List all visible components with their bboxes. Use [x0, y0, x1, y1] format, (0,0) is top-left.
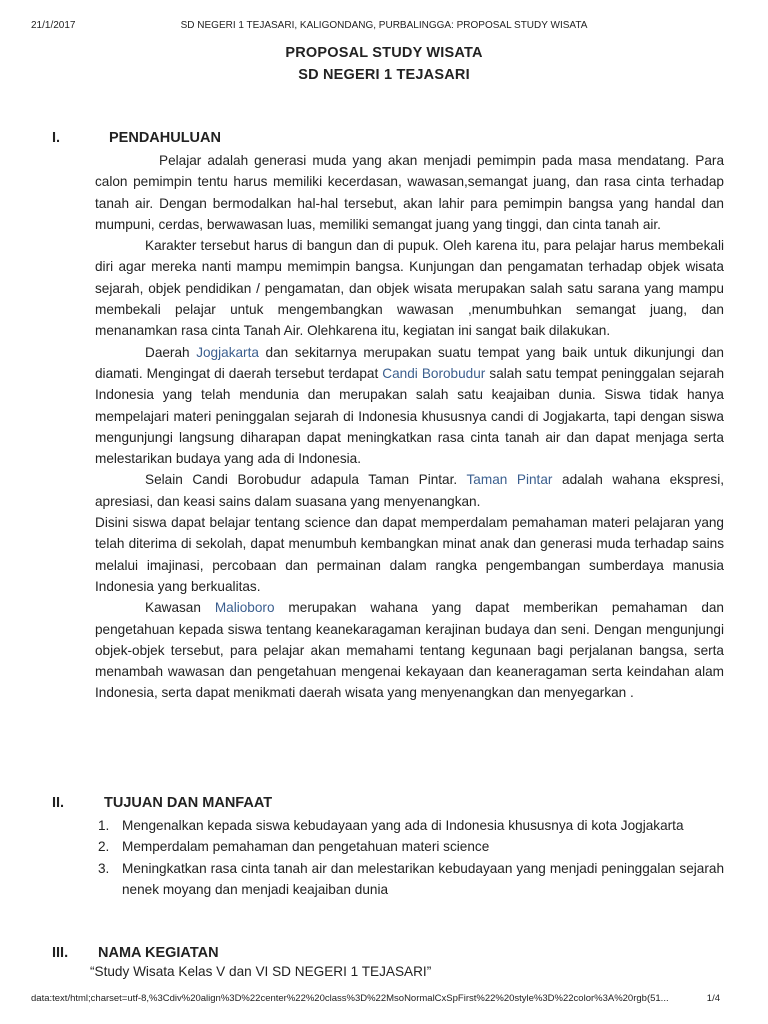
section-number: II. — [52, 795, 65, 811]
text: Selain Candi Borobudur adapula Taman Pintar. — [145, 472, 467, 488]
link-malioboro[interactable]: Malioboro — [214, 600, 275, 616]
print-url: data:text/html;charset=utf-8,%3Cdiv%20align%3D%22center%22%20class%3D%22MsoNormalCxSpFirst%22%20style%3D%22color%3A%20rgb(51... — [31, 993, 669, 1004]
paragraph: Pelajar adalah generasi muda yang akan menjadi pemimpin pada masa mendatang. Para calon pemimpin tentu harus memiliki kecerdasan, wawasan,semangat juang, dan rasa cinta terhadap tanah air. Dengan bermodalkan hal-hal tersebut, akan lahir para pemimpin bangsa yang handal dan mumpuni, cerdas, berwawasan luas, memiliki semangat juang yang tinggi, dan cinta tanah air. — [95, 153, 724, 232]
link-taman-pintar[interactable]: Taman Pintar — [466, 472, 553, 488]
list-item — [95, 858, 724, 901]
list-item — [95, 836, 724, 857]
activity-name: “Study Wisata Kelas V dan VI SD NEGERI 1 TEJASARI” — [90, 964, 432, 979]
document-title: PROPOSAL STUDY WISATA — [285, 45, 483, 61]
section-number: I. — [52, 130, 61, 146]
paragraph: Karakter tersebut harus di bangun dan di pupuk. Oleh karena itu, para pelajar harus membekali diri agar mereka nanti mampu memimpin bangsa. Kunjungan dan pengamatan terhadap objek wisata sejarah, objek pendidikan / pengamatan, dan objek wisata merupakan salah satu sarana yang mampu membekali pelajar untuk mengembangkan wawasan ,menumbuhkan semangat juang, dan menanamkan rasa cinta Tanah Air. Olehkarena itu, kegiatan ini sangat baik dilakukan. — [95, 238, 724, 339]
text: merupakan wahana yang dapat memberikan pemahaman dan pengetahuan kepada siswa tentang keanekaragaman kerajinan budaya dan seni. Dengan mengunjungi objek-objek tersebut, para pelajar akan memahami tentang kegunaan bagi perjalanan bangsa, serta menambah wawasan dan pengetahuan mengenai kekayaan dan keaneragaman serta keindahan alam Indonesia, serta dapat menikmati daerah wisata yang menyenangkan dan menyegarkan . — [95, 600, 724, 701]
tujuan-list — [95, 815, 724, 900]
section-number: III. — [52, 945, 69, 961]
text: adalah wahana ekspresi, apresiasi, dan keasi sains dalam suasana yang menyenangkan. — [95, 472, 725, 509]
print-page-title: SD NEGERI 1 TEJASARI, KALIGONDANG, PURBALINGGA: PROPOSAL STUDY WISATA — [180, 20, 588, 31]
list-number: 3. — [98, 860, 110, 876]
text: salah satu tempat peninggalan sejarah Indonesia yang telah mendunia dan merupakan salah satu keajaiban dunia. Siswa tidak hanya mempelajari materi peninggalan sejarah di Indonesia khususnya candi di Jogjakarta, tapi dengan siswa mengunjungi langsung diharapan dapat meningkatkan rasa cinta tanah air dan dapat menjaga serta melestarikan budaya yang ada di Indonesia. — [95, 365, 724, 467]
list-item — [95, 815, 724, 836]
paragraph — [95, 469, 724, 512]
paragraph — [95, 597, 724, 703]
text: dan sekitarnya merupakan suatu tempat yang baik untuk dikunjungi dan diamati. Mengingat di daerah tersebut terdapat — [95, 344, 724, 381]
section-title: TUJUAN DAN MANFAAT — [104, 795, 273, 811]
page-number: 1/4 — [706, 993, 720, 1004]
text: Kawasan — [145, 600, 215, 616]
print-header — [0, 20, 768, 34]
paragraph: Disini siswa dapat belajar tentang science dan dapat memperdalam pemahaman materi pelajaran yang telah diterima di sekolah, dapat menumbuh kembangkan minat anak dan generasi muda terhadap sains melalui imajinasi, percobaan dan permainan dalam rangka pengembangan sumberdaya manusia Indonesia yang berkualitas. — [95, 515, 724, 594]
text: Daerah — [145, 344, 197, 360]
document-subtitle: SD NEGERI 1 TEJASARI — [298, 67, 470, 83]
print-date: 21/1/2017 — [31, 20, 76, 31]
print-footer — [0, 993, 768, 1007]
list-text: Meningkatkan rasa cinta tanah air dan melestarikan kebudayaan yang menjadi peninggalan sejarah nenek moyang dan menjadi keajaiban dunia — [122, 860, 724, 897]
list-text: Memperdalam pemahaman dan pengetahuan materi science — [122, 839, 490, 855]
paragraph — [95, 342, 724, 470]
list-number: 1. — [98, 818, 110, 833]
link-candi-borobudur[interactable]: Candi Borobudur — [382, 365, 486, 381]
section-pendahuluan-body — [95, 150, 724, 704]
link-jogjakarta[interactable]: Jogjakarta — [196, 344, 259, 360]
section-title: NAMA KEGIATAN — [98, 945, 219, 961]
section-title: PENDAHULUAN — [109, 130, 221, 146]
list-number: 2. — [98, 839, 110, 855]
list-text: Mengenalkan kepada siswa kebudayaan yang ada di Indonesia khususnya di kota Jogjakarta — [122, 818, 684, 833]
